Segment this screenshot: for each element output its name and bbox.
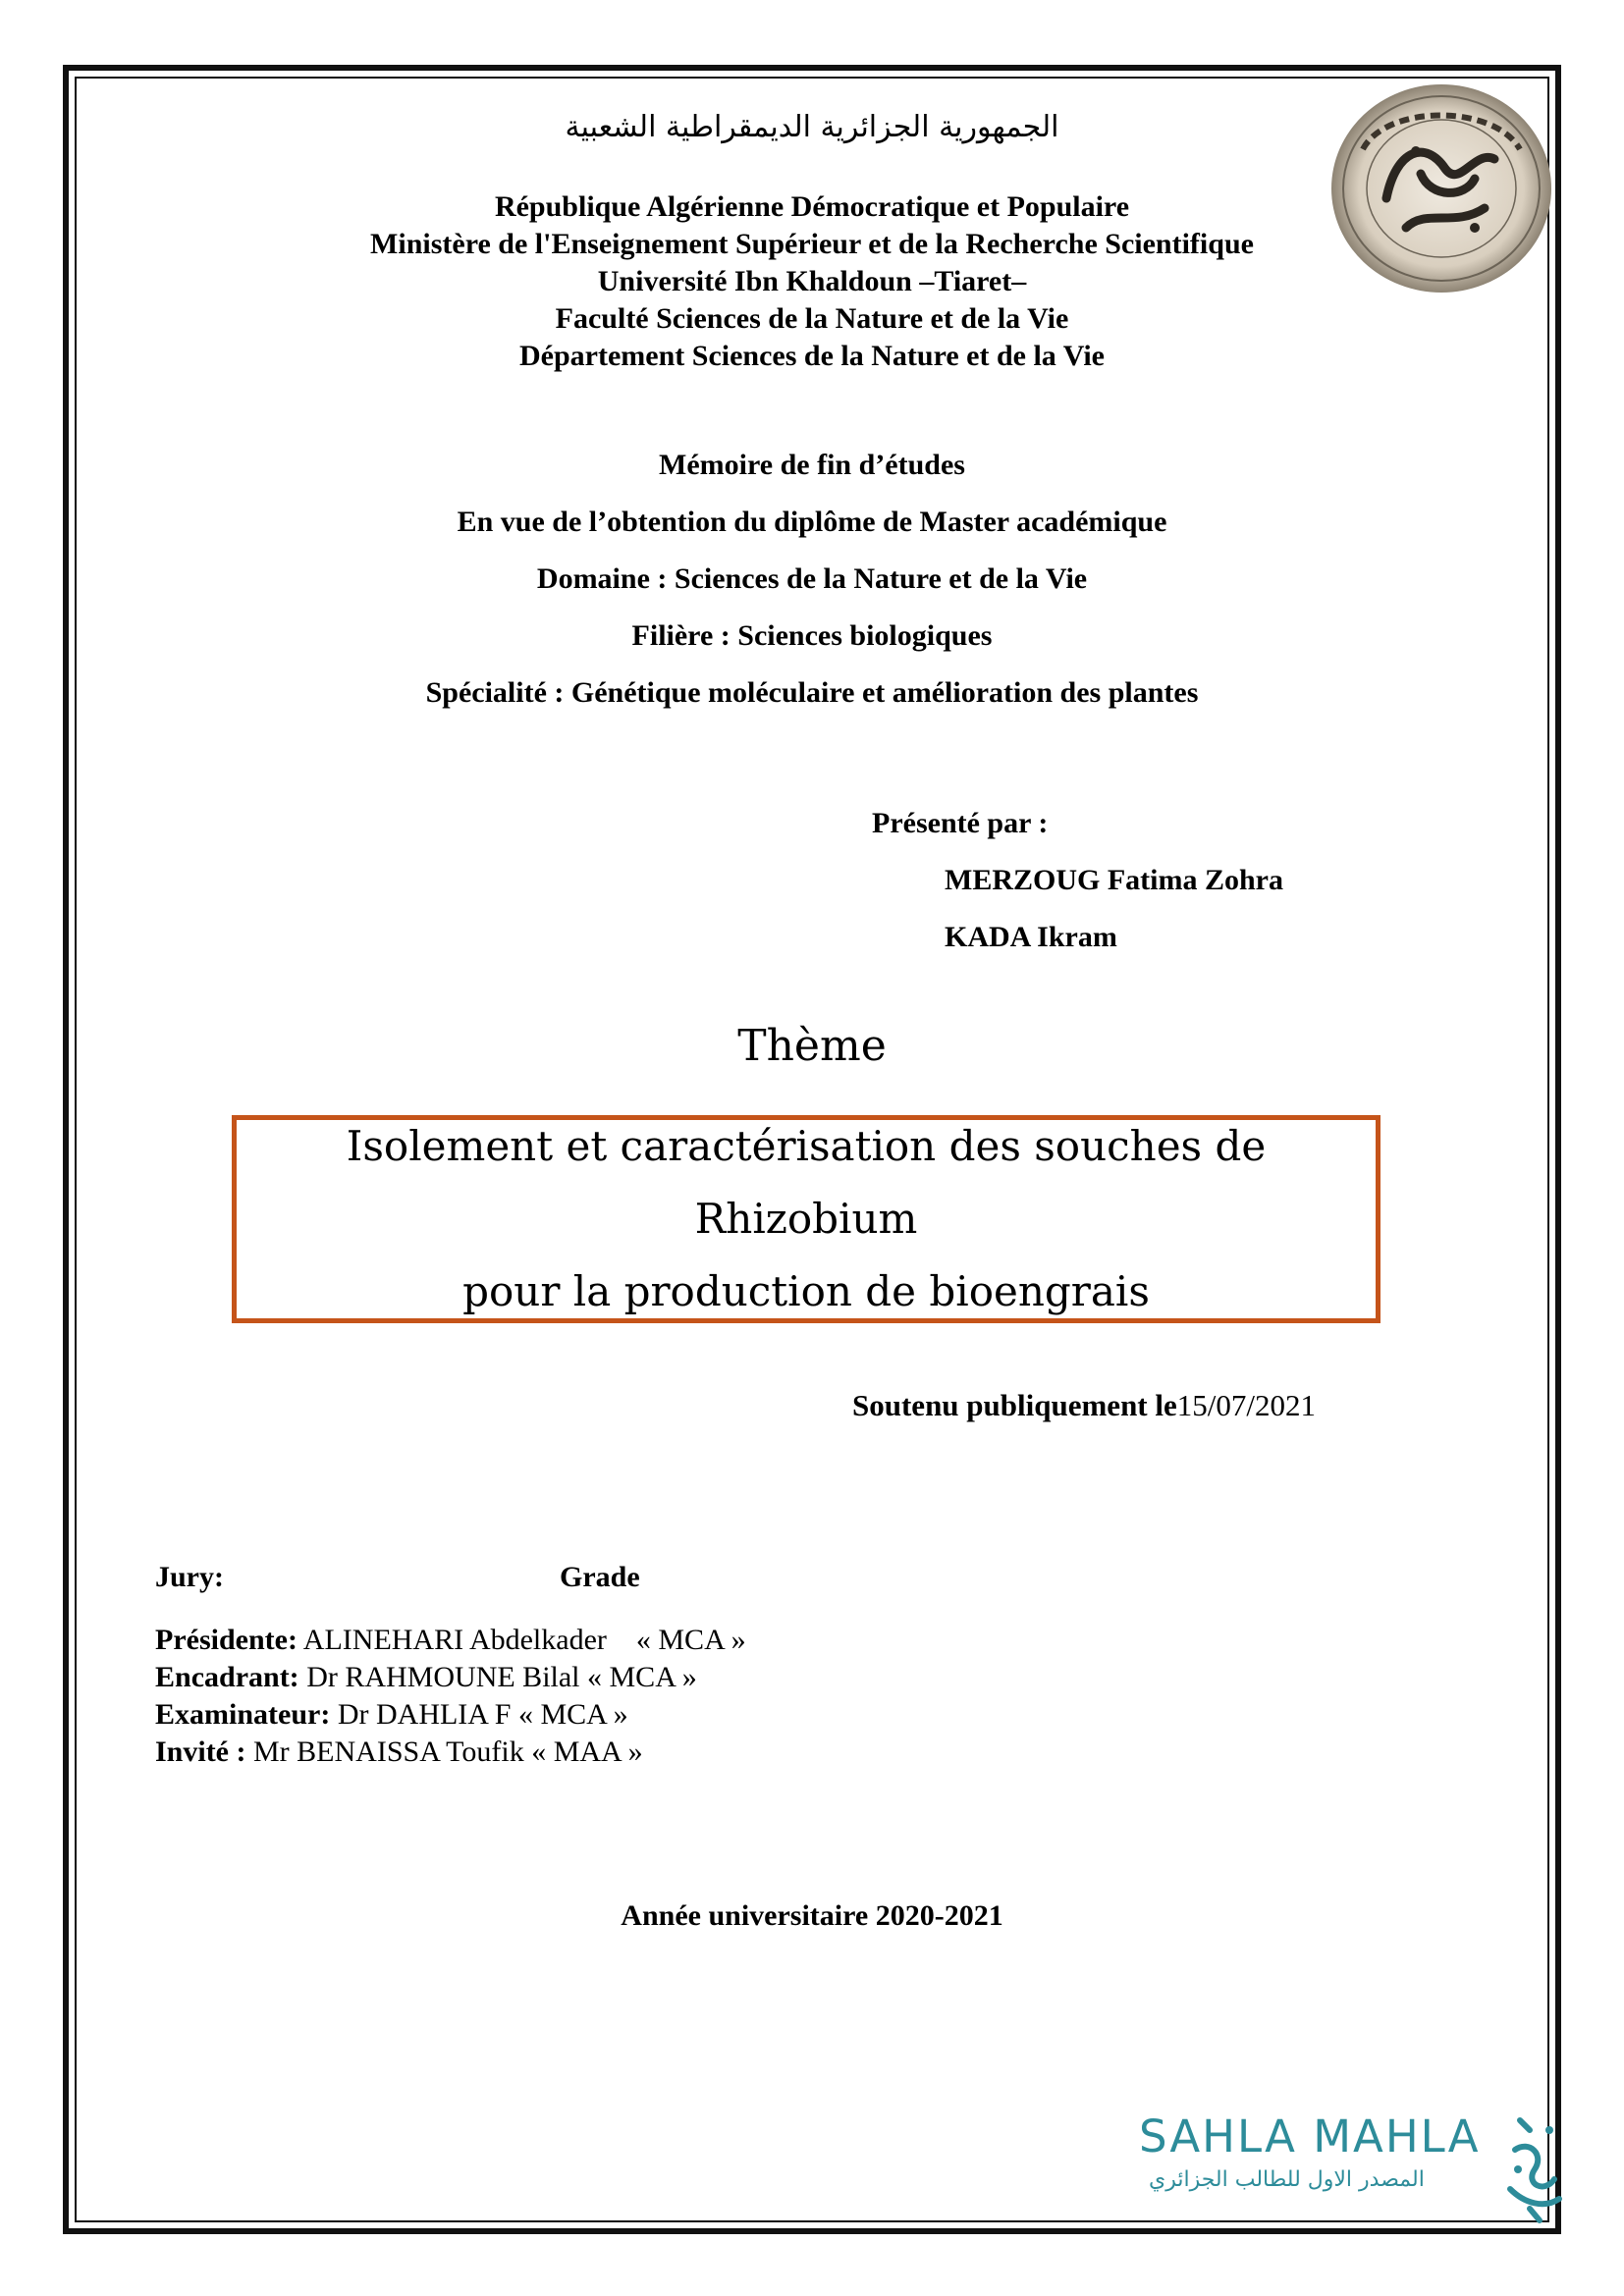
defense-label: Soutenu publiquement le <box>852 1388 1177 1422</box>
header-line-republic: République Algérienne Démocratique et Populaire <box>494 190 1130 223</box>
header-line-faculty: Faculté Sciences de la Nature et de la Vie <box>555 302 1069 335</box>
jury-member-detail: Mr BENAISSA Toufik « MAA » <box>245 1735 643 1768</box>
thesis-purpose: En vue de l’obtention du diplôme de Master académique <box>457 506 1167 538</box>
watermark-tagline: المصدر الاول للطالب الجزائري <box>1149 2167 1425 2192</box>
jury-role: Encadrant: <box>155 1661 299 1693</box>
jury-member <box>155 1622 746 1659</box>
header-line-department: Département Sciences de la Nature et de la Vie <box>519 340 1105 372</box>
thesis-specialty: Spécialité : Génétique moléculaire et amélioration des plantes <box>425 676 1199 709</box>
thesis-title <box>246 1110 1366 1328</box>
thesis-field: Filière : Sciences biologiques <box>631 619 993 652</box>
author-name: KADA Ikram <box>945 921 1117 953</box>
jury-member-detail: Dr RAHMOUNE Bilal « MCA » <box>298 1661 697 1693</box>
jury-role: Examinateur: <box>155 1698 331 1731</box>
watermark-calligraphy-icon <box>1500 2110 1569 2228</box>
jury-member <box>155 1659 746 1696</box>
arabic-republic-title: الجمهورية الجزائرية الديمقراطية الشعبية <box>565 110 1059 144</box>
header-line-university: Université Ibn Khaldoun –Tiaret– <box>597 265 1027 297</box>
grade-label: Grade <box>560 1561 640 1593</box>
thesis-type: Mémoire de fin d’études <box>659 449 965 481</box>
jury-member-detail: ALINEHARI Abdelkader « MCA » <box>297 1624 746 1656</box>
thesis-title-box <box>232 1115 1380 1323</box>
defense-date: 15/07/2021 <box>1176 1388 1316 1422</box>
defense-date-line <box>852 1388 1316 1423</box>
presented-by-label: Présenté par : <box>872 807 1049 839</box>
sahla-mahla-watermark <box>1139 2110 1561 2228</box>
thesis-domain: Domaine : Sciences de la Nature et de la Vie <box>536 562 1088 595</box>
thesis-title-line: Isolement et caractérisation des souches de Rhizobium <box>346 1122 1267 1243</box>
jury-member-detail: Dr DAHLIA F « MCA » <box>330 1698 628 1731</box>
author-name: MERZOUG Fatima Zohra <box>945 864 1283 896</box>
jury-member <box>155 1696 746 1734</box>
watermark-brand: SAHLA MAHLA <box>1139 2110 1481 2163</box>
theme-heading: Thème <box>737 1021 887 1071</box>
header-line-ministry: Ministère de l'Enseignement Supérieur et de la Recherche Scientifique <box>370 228 1254 260</box>
academic-year: Année universitaire 2020-2021 <box>621 1899 1003 1932</box>
jury-role: Invité : <box>155 1735 246 1768</box>
jury-role: Présidente: <box>155 1624 298 1656</box>
thesis-title-line: pour la production de bioengrais <box>462 1267 1150 1315</box>
institution-header <box>0 188 1624 375</box>
thesis-info <box>0 437 1624 721</box>
jury-member <box>155 1734 746 1771</box>
jury-list <box>155 1622 746 1771</box>
jury-label: Jury: <box>155 1561 224 1593</box>
